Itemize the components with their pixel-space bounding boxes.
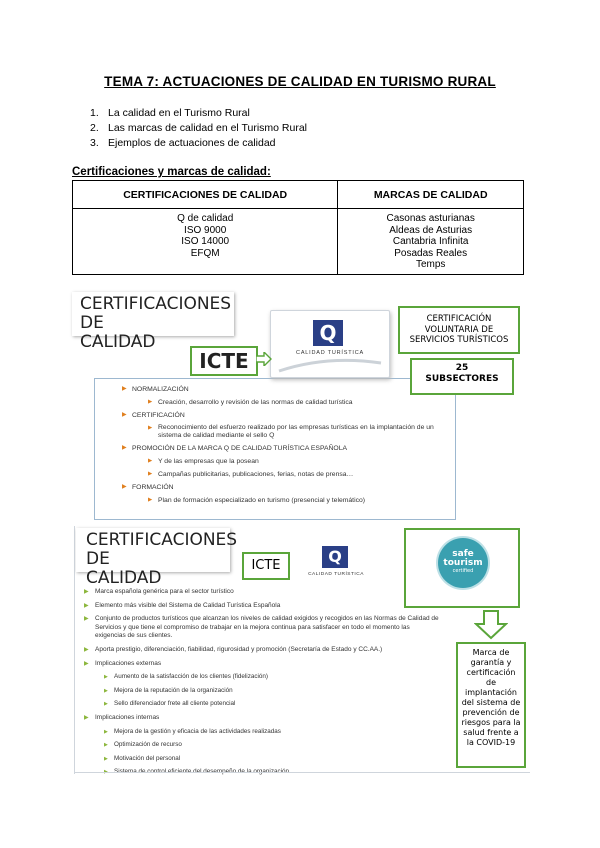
arrow-right-icon: [256, 352, 272, 366]
bullet-subitem: ▶ Optimización de recurso: [84, 741, 440, 750]
logo-swoosh-icon: [277, 355, 383, 373]
arrow-down-icon: [474, 610, 508, 640]
bullet-item: ▶ Conjunto de productos turísticos que alcanzan los niveles de calidad exigidos y recogidos en las Normas de Calidad de Servicios y que tiene el compromiso de trabajar en la mejora continua para satisfacer en todo el momento las exigencias de sus clientes.: [84, 615, 440, 641]
bullet-subitem: ▶ Mejora de la gestión y eficacia de las actividades realizadas: [84, 728, 440, 737]
certifications-table: [72, 180, 524, 275]
bullet-subitem: ▶ Motivación del personal: [84, 755, 440, 764]
certification-box: CERTIFICACIÓN VOLUNTARIA DE SERVICIOS TURÍSTICOS: [398, 306, 520, 354]
slide-2-bullets: [84, 588, 440, 782]
bullet-subitem: ▶ Sello diferenciador frete all cliente potencial: [84, 700, 440, 709]
bullet-subitem: ▶ Y de las empresas que la posean: [122, 457, 448, 466]
toc-item: 1. La calidad en el Turismo Rural: [90, 107, 250, 119]
safe-tourism-note: Marca de garantía y certificación de implantación del sistema de prevención de riesgos para la salud frente a la COVID-19: [456, 642, 526, 768]
safe-tourism-seal-icon: safe tourism certified: [438, 538, 488, 588]
bullet-item: ▶ Aporta prestigio, diferenciación, fiabilidad, rigurosidad y promoción (Secretaría de Estado y CC.AA.): [84, 646, 440, 655]
bullet-item: ▶ Elemento más visible del Sistema de Calidad Turística Española: [84, 602, 440, 611]
icte-box: ICTE: [190, 346, 258, 376]
q-logo-icon: Q: [313, 320, 343, 346]
calidad-turistica-logo: [298, 542, 374, 588]
section-heading: Certificaciones y marcas de calidad:: [72, 166, 271, 178]
table-header: MARCAS DE CALIDAD: [338, 181, 524, 209]
q-logo-icon: Q: [322, 546, 348, 568]
bullet-subitem: ▶ Mejora de la reputación de la organización: [84, 687, 440, 696]
bullet-item: ▶ Marca española genérica para el sector turístico: [84, 588, 440, 597]
slide-1: [72, 290, 532, 522]
slide-1-bullets: [122, 385, 448, 509]
bullet-subitem: ▶ Creación, desarrollo y revisión de las normas de calidad turística: [122, 398, 448, 407]
bullet-item: ▶ NORMALIZACIÓN: [122, 385, 448, 394]
marcas-cell: Casonas asturianas Aldeas de Asturias Cantabria Infinita Posadas Reales Temps: [338, 209, 524, 275]
bullet-subitem: ▶ Reconocimiento del esfuerzo realizado por las empresas turísticas en la implantación de un sistema de calidad mediante el sello Q: [122, 424, 448, 440]
bullet-item: ▶ CERTIFICACIÓN: [122, 411, 448, 420]
table-of-contents: [90, 106, 307, 151]
slide-2-bottom-rule: [74, 772, 530, 773]
page-title: TEMA 7: ACTUACIONES DE CALIDAD EN TURISMO RURAL: [104, 74, 496, 89]
bullet-item: ▶ PROMOCIÓN DE LA MARCA Q DE CALIDAD TURÍSTICA ESPAÑOLA: [122, 444, 448, 453]
bullet-item: ▶ Implicaciones externas: [84, 660, 440, 669]
table-header: CERTIFICACIONES DE CALIDAD: [73, 181, 338, 209]
slide-1-title: CERTIFICACIONES DE CALIDAD: [72, 292, 234, 336]
toc-item: 3. Ejemplos de actuaciones de calidad: [90, 137, 276, 149]
slide-2: [72, 526, 532, 774]
slide-2-title: CERTIFICACIONES DE CALIDAD: [76, 528, 230, 572]
icte-box: ICTE: [242, 552, 290, 580]
toc-item: 2. Las marcas de calidad en el Turismo Rural: [90, 122, 308, 134]
slide-2-left-rule: [74, 526, 75, 774]
logo-caption: CALIDAD TURÍSTICA: [296, 350, 364, 356]
certificaciones-cell: Q de calidad ISO 9000 ISO 14000 EFQM: [73, 209, 338, 275]
bullet-subitem: ▶ Campañas publicitarias, publicaciones, ferias, notas de prensa…: [122, 470, 448, 479]
subsectores-box: 25 SUBSECTORES: [410, 358, 514, 395]
bullet-subitem: ▶ Aumento de la satisfacción de los clientes (fidelización): [84, 673, 440, 682]
bullet-subitem: ▶ Plan de formación especializado en turismo (presencial y telemático): [122, 496, 448, 505]
logo-caption: CALIDAD TURÍSTICA: [308, 572, 364, 577]
calidad-turistica-logo: [270, 310, 390, 378]
bullet-item: ▶ FORMACIÓN: [122, 483, 448, 492]
bullet-item: ▶ Implicaciones internas: [84, 714, 440, 723]
